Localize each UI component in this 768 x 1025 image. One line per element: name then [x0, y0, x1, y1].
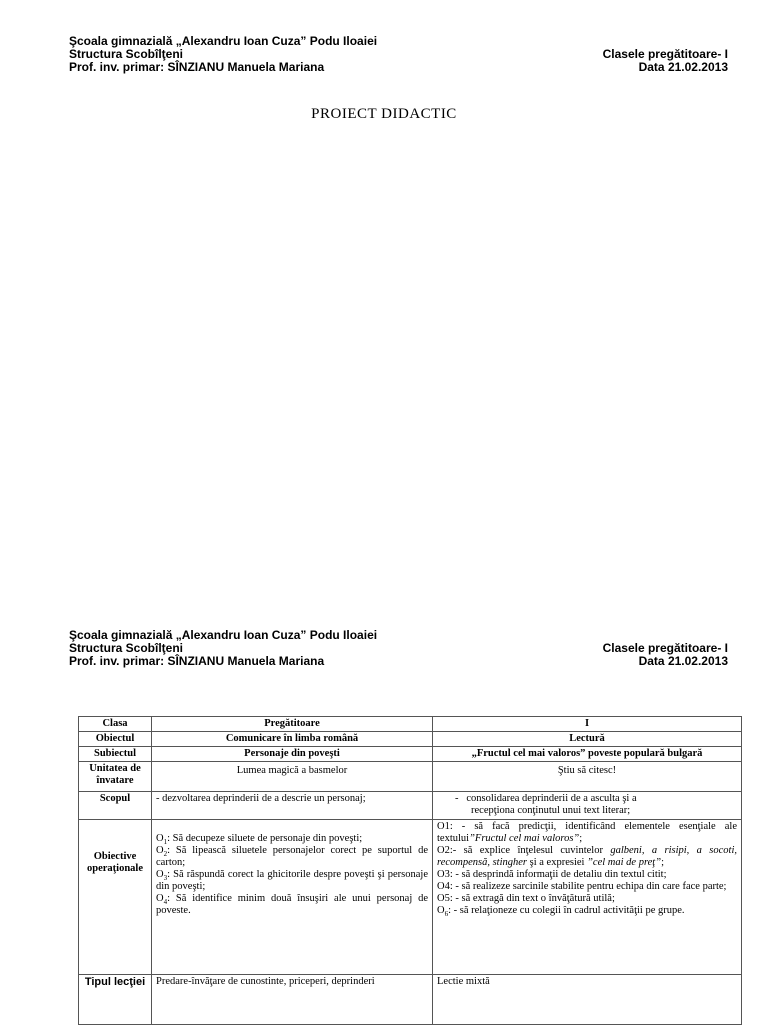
row-label: Subiectul	[79, 747, 152, 762]
cell-pregatitoare: Pregătitoare	[152, 717, 433, 732]
objective-o3: $O_3$: Să răspundă corect la ghicitorile despre poveşti şi personaje din poveşti;	[156, 869, 428, 892]
school-name: Şcoala gimnazială „Alexandru Ioan Cuza” Podu Iloaiei	[69, 628, 378, 642]
table-row-obiectul	[79, 732, 742, 747]
objective-o5-b: O5: - să extragă din text o învăţătură utilă;	[437, 893, 615, 904]
table-row-obiective	[79, 820, 742, 975]
teacher-name: Prof. inv. primar: SÎNZIANU Manuela Mariana	[69, 654, 325, 668]
cell-tipul-b: Lectie mixtă	[433, 975, 742, 1025]
cell-scopul-a: - dezvoltarea deprinderii de a descrie un personaj;	[152, 792, 433, 820]
row-label: Scopul	[79, 792, 152, 820]
cell-scopul-b	[433, 792, 742, 820]
row-label: Obiectul	[79, 732, 152, 747]
table-row-subiectul	[79, 747, 742, 762]
school-structure: Structura Scobîlţeni	[69, 641, 184, 655]
objective-o6-b: $O_6$: - să relaţioneze cu colegii în cadrul activităţii pe grupe.	[437, 905, 685, 919]
bullet-dash: -	[455, 793, 467, 804]
cell-unitatea-b: Ştiu să citesc!	[433, 762, 742, 792]
table-row-scopul	[79, 792, 742, 820]
document-date: Data 21.02.2013	[638, 654, 728, 668]
row-label: Obiective operaţionale	[79, 820, 152, 975]
row-label: Unitatea de învatare	[79, 762, 152, 792]
objective-o2: $O_2$: Să lipească siluetele personajelor corect pe suportul de carton;	[156, 845, 428, 868]
cell-obiective-a	[152, 820, 433, 975]
objective-o4: $O_4$: Să identifice minim două însuşiri ale unui personaj de poveste.	[156, 893, 428, 916]
document-title: PROIECT DIDACTIC	[311, 106, 457, 122]
lesson-plan-table	[78, 716, 742, 1025]
school-structure: Structura Scobîlţeni	[69, 47, 184, 61]
objective-o3-b: O3: - să desprindă informaţii de detaliu din textul citit;	[437, 869, 667, 880]
objective-o1: $O_1$: Să decupeze siluete de personaje din poveşti;	[156, 833, 363, 847]
class-level: Clasele pregătitoare- I	[602, 641, 728, 655]
table-row-clasa	[79, 717, 742, 732]
objective-o4-b: O4: - să realizeze sarcinile stabilite pentru echipa din care face parte;	[437, 881, 727, 892]
cell-obiectul-a: Comunicare în limba română	[152, 732, 433, 747]
scopul-b-line1: consolidarea deprinderii de a asculta şi a	[466, 793, 637, 804]
row-label: Tipul lecţiei	[79, 975, 152, 1025]
cell-clasa-i: I	[433, 717, 742, 732]
document-header-top	[69, 35, 728, 74]
document-date: Data 21.02.2013	[638, 60, 728, 74]
table-row-tipul	[79, 975, 742, 1025]
cell-subiectul-a: Personaje din poveşti	[152, 747, 433, 762]
class-level: Clasele pregătitoare- I	[602, 47, 728, 61]
school-name: Şcoala gimnazială „Alexandru Ioan Cuza” Podu Iloaiei	[69, 34, 378, 48]
row-label: Clasa	[79, 717, 152, 732]
objective-o1-b: O1: - să facă predicţii, identificând elementele esenţiale ale textului”Fructul cel mai valoros”;	[437, 821, 737, 844]
cell-subiectul-b: „Fructul cel mai valoros” poveste populară bulgară	[433, 747, 742, 762]
objective-o2-b: O2:- să explice înţelesul cuvintelor galbeni, a risipi, a socoti, recompensă, stingher şi a expresiei ”cel mai de preţ”;	[437, 845, 737, 868]
document-header-second	[69, 629, 728, 668]
cell-unitatea-a: Lumea magică a basmelor	[152, 762, 433, 792]
cell-obiectul-b: Lectură	[433, 732, 742, 747]
cell-obiective-b	[433, 820, 742, 975]
table-row-unitatea	[79, 762, 742, 792]
scopul-b-line2: recepţiona conţinutul unui text literar;	[471, 805, 631, 816]
teacher-name: Prof. inv. primar: SÎNZIANU Manuela Mariana	[69, 60, 325, 74]
cell-tipul-a: Predare-învăţare de cunostinte, priceperi, deprinderi	[152, 975, 433, 1025]
